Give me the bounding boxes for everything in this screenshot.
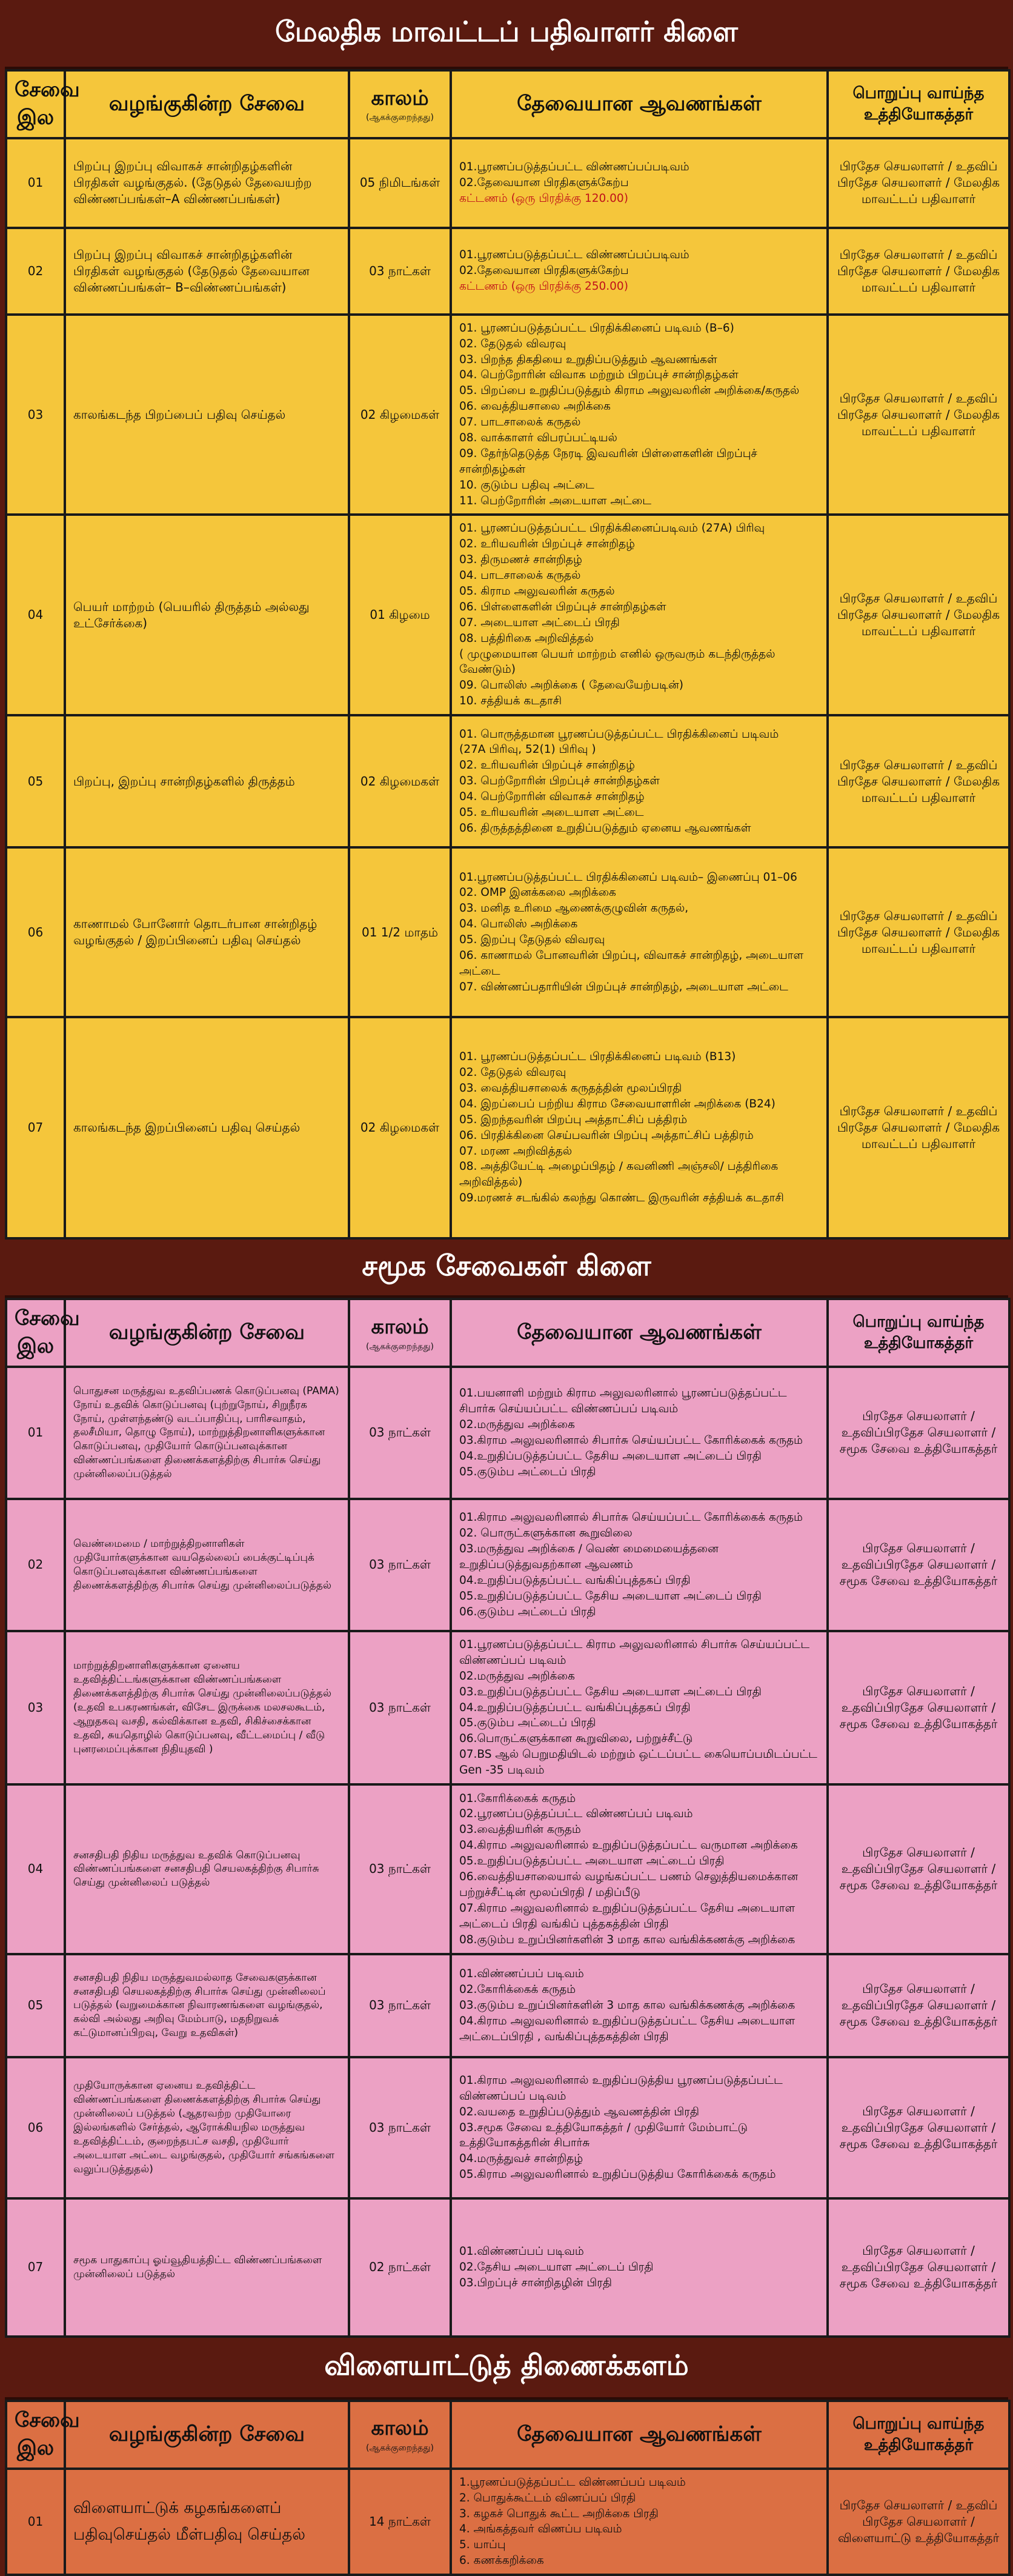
responsible-officer: பிரதேச செயலாளர் / உதவிப்பிரதேச செயலாளர் / சமூக சேவை உத்தியோகத்தர் (828, 1954, 1009, 2057)
document-item: 06. பிள்ளைகளின் பிறப்புச் சான்றிதழ்கள் (459, 600, 666, 613)
service-no: 07 (6, 1017, 65, 1238)
table-row (6, 228, 1009, 315)
document-item: 05. கிராம அலுவலரின் கருதல் (459, 585, 615, 598)
service-no: 06 (6, 2057, 65, 2198)
document-item: 07. விண்ணப்பதாரியின் பிறப்புச் சான்றிதழ், அடையாள அட்டை (459, 980, 788, 993)
service-name: வெண்மைமை / மாற்றுத்திறனாளிகள் முதியோர்களுக்கான வயதெல்லைப் பைக்குட்டிப்புக் கொடுப்பனவுக்கான விண்ணப்பங்களை திணைக்களத்திற்கு சிபார்சு செய்து முன்னிலைப்படுத்தல் (65, 1499, 349, 1631)
document-item: 02. பொருட்களுக்கான கூறுவிலை (459, 1527, 633, 1540)
service-no: 05 (6, 1954, 65, 2057)
document-item: 10. குடும்ப பதிவு அட்டை (459, 478, 594, 492)
document-item: 01.கோரிக்கைக் கருதம் (459, 1792, 576, 1805)
service-period: 03 நாட்கள் (349, 1499, 451, 1631)
document-item: 02. தேடுதல் விவரவு (459, 337, 566, 350)
responsible-officer: பிரதேச செயலாளர் / உதவிப் பிரதேச செயலாளர் / மேலதிக மாவட்டப் பதிவாளர் (828, 847, 1009, 1017)
service-period: 03 நாட்கள் (349, 1954, 451, 2057)
document-item: 09. தேர்ந்தெடுத்த நேரடி இவவரின் பிள்ளைகளின் பிறப்புச் சான்றிதழ்கள் (459, 447, 757, 476)
table-row (6, 1784, 1009, 1954)
document-item: 04. பொலிஸ் அறிக்கை (459, 918, 578, 931)
required-documents (451, 138, 828, 228)
services-table (5, 69, 1011, 1240)
service-period: 03 நாட்கள் (349, 2057, 451, 2198)
document-item: 01. பூரணப்படுத்தப்பட்ட பிரதிக்கினைப்படிவம் (27A) பிரிவு (459, 522, 765, 535)
service-no: 06 (6, 847, 65, 1017)
document-item: 01. பொருத்தமான பூரணப்படுத்தப்பட்ட பிரதிக்கினைப் படிவம் (459, 727, 779, 741)
service-period: 02 நாட்கள் (349, 2198, 451, 2337)
service-name: சனசதிபதி நிதிய மருத்துவமல்லாத சேவைகளுக்கான சனசதிபதி செயலகத்திற்கு சிபார்சு செய்து முன்னிலைப் படுத்தல் (வறுமைக்கான நிவாரணங்களை வழங்குதல், கல்வி அல்லது அறிவு மேம்பாடு, மதநிறுவக் கட்டுமானப்பிறவு, வேறு உதவிகள்) (65, 1954, 349, 2057)
required-documents (451, 2057, 828, 2198)
document-item: 10. சத்தியக் கடதாசி (459, 695, 562, 708)
service-name: மாற்றுத்திறனாளிகளுக்கான ஏனைய உதவித்திட்டங்களுக்கான விண்ணப்பங்களை திணைக்களத்திற்கு சிபார்சு செய்து முன்னிலைப்படுத்தல் (உதவி உபகரணங்கள், விசேட இருக்கை மலசலகூடம், ஆறுதகவு வசதி, கல்விக்கான உதவி, சிகிச்சைக்கான உதவி, சுயதொழில் கொடுப்பனவு, வீட்டமைப்பு / வீடு புனரமைப்புக்கான நிதியுதவி ) (65, 1631, 349, 1784)
document-item: 06. காணாமல் போனவரின் பிறப்பு, விவாகச் சான்றிதழ், அடையாள அட்டை (459, 949, 804, 978)
document-item: 06.குடும்ப அட்டைப் பிரதி (459, 1605, 596, 1618)
document-item: 02.மருத்துவ அறிக்கை (459, 1418, 575, 1432)
document-item: 07.BS ஆல் பெறுமதியிடல் மற்றும் ஒட்டப்பட்ட கையொப்பமிடப்பட்ட Gen -35 படிவம் (459, 1748, 817, 1777)
responsible-officer: பிரதேச செயலாளர் / உதவிப்பிரதேச செயலாளர் / சமூக சேவை உத்தியோகத்தர் (828, 2198, 1009, 2337)
required-documents (451, 1954, 828, 2057)
document-item: 06. திருத்தத்தினை உறுதிப்படுத்தும் ஏனைய ஆவணங்கள் (459, 821, 751, 835)
service-name: சனசதிபதி நிதிய மருத்துவ உதவிக் கொடுப்பனவு விண்ணப்பங்களை சனசதிபதி செயலகத்திற்கு சிபார்சு செய்து முன்னிலைப் படுத்தல் (65, 1784, 349, 1954)
responsible-officer: பிரதேச செயலாளர் / உதவிப்பிரதேச செயலாளர் / சமூக சேவை உத்தியோகத்தர் (828, 1499, 1009, 1631)
service-period: 03 நாட்கள் (349, 1367, 451, 1499)
header-documents: தேவையான ஆவணங்கள் (451, 1299, 828, 1367)
document-item: 02.தேசிய அடையாள அட்டைப் பிரதி (459, 2261, 654, 2274)
document-item: 03.குடும்ப உறுப்பினர்களின் 3 மாத கால வங்கிக்கணக்கு அறிக்கை (459, 1999, 795, 2012)
table-row (6, 515, 1009, 715)
required-documents (451, 228, 828, 315)
header-documents: தேவையான ஆவணங்கள் (451, 70, 828, 138)
document-item: 03. பெற்றோரின் பிறப்புச் சான்றிதழ்கள் (459, 775, 660, 788)
table-row (6, 1499, 1009, 1631)
document-item: 03. திருமணச் சான்றிதழ் (459, 553, 582, 567)
document-item: 05.குடும்ப அட்டைப் பிரதி (459, 1717, 596, 1730)
header-service-no: சேவை இல (6, 70, 65, 138)
header-service-no: சேவை இல (6, 1299, 65, 1367)
service-name: காணாமல் போனோர் தொடர்பான சான்றிதழ் வழங்குதல் / இறப்பினைப் பதிவு செய்தல் (65, 847, 349, 1017)
required-documents (451, 847, 828, 1017)
document-item: 05.உறுதிப்படுத்தப்பட்ட தேசிய அடையாள அட்டைப் பிரதி (459, 1589, 762, 1603)
service-name: பிறப்பு இறப்பு விவாகச் சான்றிதழ்களின் பிரதிகள் வழங்குதல் (தேடுதல் தேவையான விண்ணப்பங்கள்– B–விண்ணப்பங்கள்) (65, 228, 349, 315)
required-documents (451, 1631, 828, 1784)
document-item: 04.உறுதிப்படுத்தப்பட்ட வங்கிப்புத்தகப் பிரதி (459, 1701, 691, 1714)
table-row (6, 1367, 1009, 1499)
document-item: 07. பாடசாலைக் கருதல் (459, 416, 581, 429)
service-period: 01 1/2 மாதம் (349, 847, 451, 1017)
required-documents (451, 2198, 828, 2337)
header-period: காலம் (ஆகக்குறைந்தது) (349, 1299, 451, 1367)
document-item: 04. பெற்றோரின் விவாகச் சான்றிதழ் (459, 790, 645, 804)
service-no: 03 (6, 1631, 65, 1784)
document-item: 02. உரியவரின் பிறப்புச் சான்றிதழ் (459, 759, 635, 772)
service-no: 05 (6, 715, 65, 847)
document-item: 02. உரியவரின் பிறப்புச் சான்றிதழ் (459, 538, 635, 551)
document-item: கட்டணம் (ஒரு பிரதிக்கு 120.00) (459, 192, 628, 205)
document-item: 08. பத்திரிகை அறிவித்தல் (459, 632, 594, 645)
document-item: 11. பெற்றோரின் அடையாள அட்டை (459, 494, 651, 507)
header-service: வழங்குகின்ற சேவை (65, 1299, 349, 1367)
document-item: 05.குடும்ப அட்டைப் பிரதி (459, 1465, 596, 1478)
responsible-officer: பிரதேச செயலாளர் / உதவிப் பிரதேச செயலாளர் / விளையாட்டு உத்தியோகத்தர் (828, 2469, 1009, 2575)
document-item: 04. பாடசாலைக் கருதல் (459, 569, 581, 582)
service-no: 03 (6, 315, 65, 515)
section-social-services (5, 1240, 1008, 2338)
required-documents (451, 1499, 828, 1631)
service-period: 14 நாட்கள் (349, 2469, 451, 2575)
responsible-officer: பிரதேச செயலாளர் / உதவிப் பிரதேச செயலாளர் / மேலதிக மாவட்டப் பதிவாளர் (828, 228, 1009, 315)
document-item: 01.பூரணப்படுத்தப்பட்ட கிராம அலுவலரினால் சிபார்சு செய்யப்பட்ட விண்ணப்பப் படிவம் (459, 1638, 810, 1667)
table-row (6, 2198, 1009, 2337)
service-name: பெயர் மாற்றம் (பெயரில் திருத்தம் அல்லது உட்சேர்க்கை) (65, 515, 349, 715)
document-item: 02.வயதை உறுதிப்படுத்தும் ஆவணத்தின் பிரதி (459, 2105, 699, 2118)
document-item: (27A பிரிவு, 52(1) பிரிவு ) (459, 743, 596, 756)
document-item: 03.வைத்தியரின் கருதம் (459, 1823, 581, 1837)
document-item: 06.பொருட்களுக்கான கூறுவிலை, பற்றுச்சீட்டு (459, 1732, 693, 1746)
table-header-row (6, 70, 1009, 138)
service-no: 01 (6, 138, 65, 228)
service-period: 02 கிழமைகள் (349, 715, 451, 847)
section-sports-department (5, 2338, 1008, 2576)
service-name: முதியோருக்கான ஏனைய உதவித்திட்ட விண்ணப்பங்களை திணைக்களத்திற்கு சிபார்சு செய்து முன்னிலைப் படுத்தல் (ஆதரவற்ற முதியோரை இல்லங்களில் சேர்த்தல், ஆரோக்கியநில மருத்துவ உதவித்திட்டம், குறைந்தபட்ச வசதி, முதியோர் அடையாள அட்டை வழங்குதல், முதியோர் சங்கங்களை வலுப்படுத்துதல்) (65, 2057, 349, 2198)
document-item: 06.வைத்தியசாலையால் வழங்கப்பட்ட பணம் செலுத்தியமைக்கான பற்றுச்சீட்டின் மூலப்பிரதி / மதிப்பீடு (459, 1870, 799, 1899)
document-item: 5. யாப்பு (459, 2538, 506, 2552)
document-item: 05. பிறப்பை உறுதிப்படுத்தும் கிராம அலுவலரின் அறிக்கை/கருதல் (459, 384, 800, 398)
document-item: 01.விண்ணப்பப் படிவம் (459, 1967, 584, 1981)
table-row (6, 1017, 1009, 1238)
responsible-officer: பிரதேச செயலாளர் / உதவிப் பிரதேச செயலாளர் / மேலதிக மாவட்டப் பதிவாளர் (828, 315, 1009, 515)
document-item: 02.மருத்துவ அறிக்கை (459, 1669, 575, 1683)
document-item: 07. அடையாள அட்டைப் பிரதி (459, 616, 620, 629)
section-title: விளையாட்டுத் திணைக்களம் (5, 2338, 1008, 2400)
document-item: 04.மருத்துவச் சான்றிதழ் (459, 2152, 583, 2166)
document-item: 04.கிராம அலுவலரினால் உறுதிப்படுத்தப்பட்ட தேசிய அடையாள அட்டைப்பிரதி , வங்கிப்புத்தகத்தின் பிரதி (459, 2014, 795, 2043)
service-no: 04 (6, 1784, 65, 1954)
document-item: 06. வைத்தியசாலை அறிக்கை (459, 400, 611, 413)
document-item: 07.கிராம அலுவலரினால் உறுதிப்படுத்தப்பட்ட தேசிய அடையாள அட்டைப் பிரதி வங்கிப் புத்தகத்தின் பிரதி (459, 1901, 795, 1930)
service-name: காலங்கடந்த பிறப்பைப் பதிவு செய்தல் (65, 315, 349, 515)
document-item: 02.பூரணப்படுத்தப்பட்ட விண்ணப்பப் படிவம் (459, 1807, 693, 1821)
service-name: பிறப்பு, இறப்பு சான்றிதழ்களில் திருத்தம் (65, 715, 349, 847)
document-item: 02.கோரிக்கைக் கருதம் (459, 1983, 576, 1997)
document-item: 03. பிறந்த திகதியை உறுதிப்படுத்தும் ஆவணங்கள் (459, 353, 717, 366)
document-item: 01.கிராம அலுவலரினால் சிபார்சு செய்யப்பட்ட கோரிக்கைக் கருதம் (459, 1511, 803, 1524)
header-officer: பொறுப்பு வாய்ந்த உத்தியோகத்தர் (828, 1299, 1009, 1367)
document-item: 01. பூரணப்படுத்தப்பட்ட பிரதிக்கினைப் படிவம் (B–6) (459, 321, 734, 335)
document-item: 01. பூரணப்படுத்தப்பட்ட பிரதிக்கினைப் படிவம் (B13) (459, 1050, 736, 1064)
document-item: 01.பூரணப்படுத்தப்பட்ட விண்ணப்பப்படிவம் (459, 249, 689, 262)
table-row (6, 315, 1009, 515)
required-documents (451, 1784, 828, 1954)
document-item: 05. இறந்தவரின் பிறப்பு அத்தாட்சிப் பத்திரம் (459, 1113, 688, 1126)
document-item: 2. பொதுக்கூட்டம் விணப்பப் பிரதி (459, 2491, 636, 2504)
header-officer: பொறுப்பு வாய்ந்த உத்தியோகத்தர் (828, 70, 1009, 138)
document-item: 01.பூரணப்படுத்தப்பட்ட விண்ணப்பப்படிவம் (459, 160, 689, 173)
table-row (6, 2057, 1009, 2198)
document-item: 3. கழகச் பொதுக் கூட்ட அறிக்கை பிரதி (459, 2507, 659, 2520)
document-item: 02.தேவையான பிரதிகளுக்கேற்ப (459, 264, 629, 278)
table-row (6, 847, 1009, 1017)
table-row (6, 138, 1009, 228)
document-item: 01.பூரணப்படுத்தப்பட்ட பிரதிக்கினைப் படிவம்– இணைப்பு 01–06 (459, 870, 797, 884)
document-item: 04.கிராம அலுவலரினால் உறுதிப்படுத்தப்பட்ட வருமான அறிக்கை (459, 1839, 798, 1852)
required-documents (451, 315, 828, 515)
document-item: 08.குடும்ப உறுப்பினர்களின் 3 மாத கால வங்கிக்கணக்கு அறிக்கை (459, 1933, 795, 1946)
document-item: 05. உரியவரின் அடையாள அட்டை (459, 806, 644, 819)
document-item: 6. கணக்கறிக்கை (459, 2554, 544, 2568)
service-period: 01 கிழமை (349, 515, 451, 715)
document-item: 03.பிறப்புச் சான்றிதழின் பிரதி (459, 2276, 612, 2289)
document-item: 08. அத்தியேட்டி அழைப்பிதழ் / கவனிணி அஞ்சலி/ பத்திரிகை அறிவித்தல்) (459, 1160, 779, 1189)
service-name: பிறப்பு இறப்பு விவாகச் சான்றிதழ்களின் பிரதிகள் வழங்குதல். (தேடுதல் தேவையற்ற விண்ணப்பங்கள்–A விண்ணப்பங்கள்) (65, 138, 349, 228)
document-item: 04.உறுதிப்படுத்தப்பட்ட தேசிய அடையாள அட்டைப் பிரதி (459, 1449, 762, 1463)
document-item: 02.தேவையான பிரதிகளுக்கேற்ப (459, 176, 629, 189)
service-no: 01 (6, 2469, 65, 2575)
table-header-row (6, 2401, 1009, 2469)
document-item: 05.கிராம அலுவலரினால் உறுதிப்படுத்திய கோரிக்கைக் கருதம் (459, 2168, 776, 2181)
section-title: சமூக சேவைகள் கிளை (5, 1240, 1008, 1298)
services-table (5, 2400, 1011, 2576)
service-no: 01 (6, 1367, 65, 1499)
document-item: 09.மரணச் சடங்கில் கலந்து கொண்ட இருவரின் சத்தியக் கடதாசி (459, 1192, 784, 1205)
responsible-officer: பிரதேச செயலாளர் / உதவிப் பிரதேச செயலாளர் / மேலதிக மாவட்டப் பதிவாளர் (828, 138, 1009, 228)
service-period: 03 நாட்கள் (349, 1631, 451, 1784)
header-officer: பொறுப்பு வாய்ந்த உத்தியோகத்தர் (828, 2401, 1009, 2469)
responsible-officer: பிரதேச செயலாளர் / உதவிப் பிரதேச செயலாளர் / மேலதிக மாவட்டப் பதிவாளர் (828, 715, 1009, 847)
service-name: சமூக பாதுகாப்பு ஓய்வூதியத்திட்ட விண்ணப்பங்களை முன்னிலைப் படுத்தல் (65, 2198, 349, 2337)
header-documents: தேவையான ஆவணங்கள் (451, 2401, 828, 2469)
required-documents (451, 2469, 828, 2575)
required-documents (451, 715, 828, 847)
document-item: 03.உறுதிப்படுத்தப்பட்ட தேசிய அடையாள அட்டைப் பிரதி (459, 1685, 762, 1698)
table-row (6, 2469, 1009, 2575)
document-item: 07. மரண அறிவித்தல் (459, 1144, 573, 1158)
document-item: 04.உறுதிப்படுத்தப்பட்ட வங்கிப்புத்தகப் பிரதி (459, 1573, 691, 1587)
document-item: 03.சமூக சேவை உத்தியோகத்தர் / முதியோர் மேம்பாட்டு உத்தியோகத்தரின் சிபார்சு (459, 2121, 748, 2150)
header-service: வழங்குகின்ற சேவை (65, 2401, 349, 2469)
service-period: 03 நாட்கள் (349, 1784, 451, 1954)
service-name: விளையாட்டுக் கழகங்களைப் பதிவுசெய்தல் மீள்பதிவு செய்தல் (65, 2469, 349, 2575)
document-item: 09. பொலிஸ் அறிக்கை ( தேவையேற்படின்) (459, 679, 683, 692)
service-name: காலங்கடந்த இறப்பினைப் பதிவு செய்தல் (65, 1017, 349, 1238)
service-name: பொதுசன மருத்துவ உதவிப்பணக் கொடுப்பனவு (PAMA) நோய் உதவிக் கொடுப்பனவு (புற்றுநோய், சிறுநீரக நோய், முள்ளந்தண்டு வடப்பாதிப்பு, பாரிசவாதம், தலசீமியா, தொழு நோய்), மாற்றுத்திறனாளிகளுக்கான கொடுப்பனவு, முதியோர் கொடுப்பனவுக்கான விண்ணப்பங்களை திணைக்களத்திற்கு சிபார்சு செய்து முன்னிலைப்படுத்தல் (65, 1367, 349, 1499)
required-documents (451, 1367, 828, 1499)
document-item: 4. அங்கத்தவர் விணப்ப படிவம் (459, 2523, 622, 2536)
document-item: கட்டணம் (ஒரு பிரதிக்கு 250.00) (459, 280, 628, 293)
responsible-officer: பிரதேச செயலாளர் / உதவிப் பிரதேச செயலாளர் / மேலதிக மாவட்டப் பதிவாளர் (828, 515, 1009, 715)
document-item: 1.பூரணப்படுத்தப்பட்ட விண்ணப்பப் படிவம் (459, 2475, 686, 2489)
document-item: 03.கிராம அலுவலரினால் சிபார்சு செய்யப்பட்ட கோரிக்கைக் கருதம் (459, 1433, 803, 1447)
document-item: 05. இறப்பு தேடுதல் விவரவு (459, 933, 605, 947)
document-item: 03. வைத்தியசாலைக் கருதத்தின் மூலப்பிரதி (459, 1081, 682, 1095)
header-service: வழங்குகின்ற சேவை (65, 70, 349, 138)
header-period: காலம் (ஆகக்குறைந்தது) (349, 2401, 451, 2469)
service-no: 07 (6, 2198, 65, 2337)
services-table (5, 1298, 1011, 2338)
header-service-no: சேவை இல (6, 2401, 65, 2469)
document-item: 04. இறப்பைப் பற்றிய கிராம சேவையாளரின் அறிக்கை (B24) (459, 1097, 776, 1110)
required-documents (451, 515, 828, 715)
document-item: 01.கிராம அலுவலரினால் உறுதிப்படுத்திய பூரணப்படுத்தப்பட்ட விண்ணப்பப் படிவம் (459, 2074, 783, 2103)
service-period: 02 கிழமைகள் (349, 1017, 451, 1238)
document-item: 01.பயனாளி மற்றும் கிராம அலுவலரினால் பூரணப்படுத்தப்பட்ட சிபார்சு செய்யப்பட்ட விண்ணப்பப் படிவம் (459, 1387, 787, 1416)
document-item: 06. பிரதிக்கினை செய்பவரின் பிறப்பு அத்தாட்சிப் பத்திரம் (459, 1129, 754, 1142)
service-no: 04 (6, 515, 65, 715)
responsible-officer: பிரதேச செயலாளர் / உதவிப்பிரதேச செயலாளர் / சமூக சேவை உத்தியோகத்தர் (828, 2057, 1009, 2198)
document-item: 01.விண்ணப்பப் படிவம் (459, 2245, 584, 2258)
document-item: ( முழுமையான பெயர் மாற்றம் எனில் ஒருவரும் கடந்திருத்தல் வேண்டும்) (459, 647, 776, 676)
service-period: 03 நாட்கள் (349, 228, 451, 315)
table-header-row (6, 1299, 1009, 1367)
document-item: 03. மனித உரிமை ஆணைக்குழுவின் கருதல், (459, 902, 689, 915)
required-documents (451, 1017, 828, 1238)
responsible-officer: பிரதேச செயலாளர் / உதவிப்பிரதேச செயலாளர் / சமூக சேவை உத்தியோகத்தர் (828, 1367, 1009, 1499)
responsible-officer: பிரதேச செயலாளர் / உதவிப் பிரதேச செயலாளர் / மேலதிக மாவட்டப் பதிவாளர் (828, 1017, 1009, 1238)
service-no: 02 (6, 228, 65, 315)
table-row (6, 1954, 1009, 2057)
document-item: 02. தேடுதல் விவரவு (459, 1066, 566, 1079)
table-row (6, 1631, 1009, 1784)
service-no: 02 (6, 1499, 65, 1631)
document-item: 05.உறுதிப்படுத்தப்பட்ட அடையாள அட்டைப் பிரதி (459, 1855, 725, 1868)
document-item: 02. OMP இனக்கலை அறிக்கை (459, 886, 616, 899)
responsible-officer: பிரதேச செயலாளர் / உதவிப்பிரதேச செயலாளர் / சமூக சேவை உத்தியோகத்தர் (828, 1784, 1009, 1954)
document-item: 03.மருத்துவ அறிக்கை / வெண் மைமையைத்தனை உறுதிப்படுத்துவதற்கான ஆவணம் (459, 1543, 719, 1571)
service-period: 02 கிழமைகள் (349, 315, 451, 515)
responsible-officer: பிரதேச செயலாளர் / உதவிப்பிரதேச செயலாளர் / சமூக சேவை உத்தியோகத்தர் (828, 1631, 1009, 1784)
table-row (6, 715, 1009, 847)
service-period: 05 நிமிடங்கள் (349, 138, 451, 228)
document-item: 08. வாக்காளர் விபரப்பட்டியல் (459, 432, 617, 445)
header-period: காலம் (ஆகக்குறைந்தது) (349, 70, 451, 138)
document-item: 04. பெற்றோரின் விவாக மற்றும் பிறப்புச் சான்றிதழ்கள் (459, 369, 739, 382)
section-title: மேலதிக மாவட்டப் பதிவாளர் கிளை (5, 0, 1008, 69)
section-additional-district-registrar (5, 0, 1008, 1240)
